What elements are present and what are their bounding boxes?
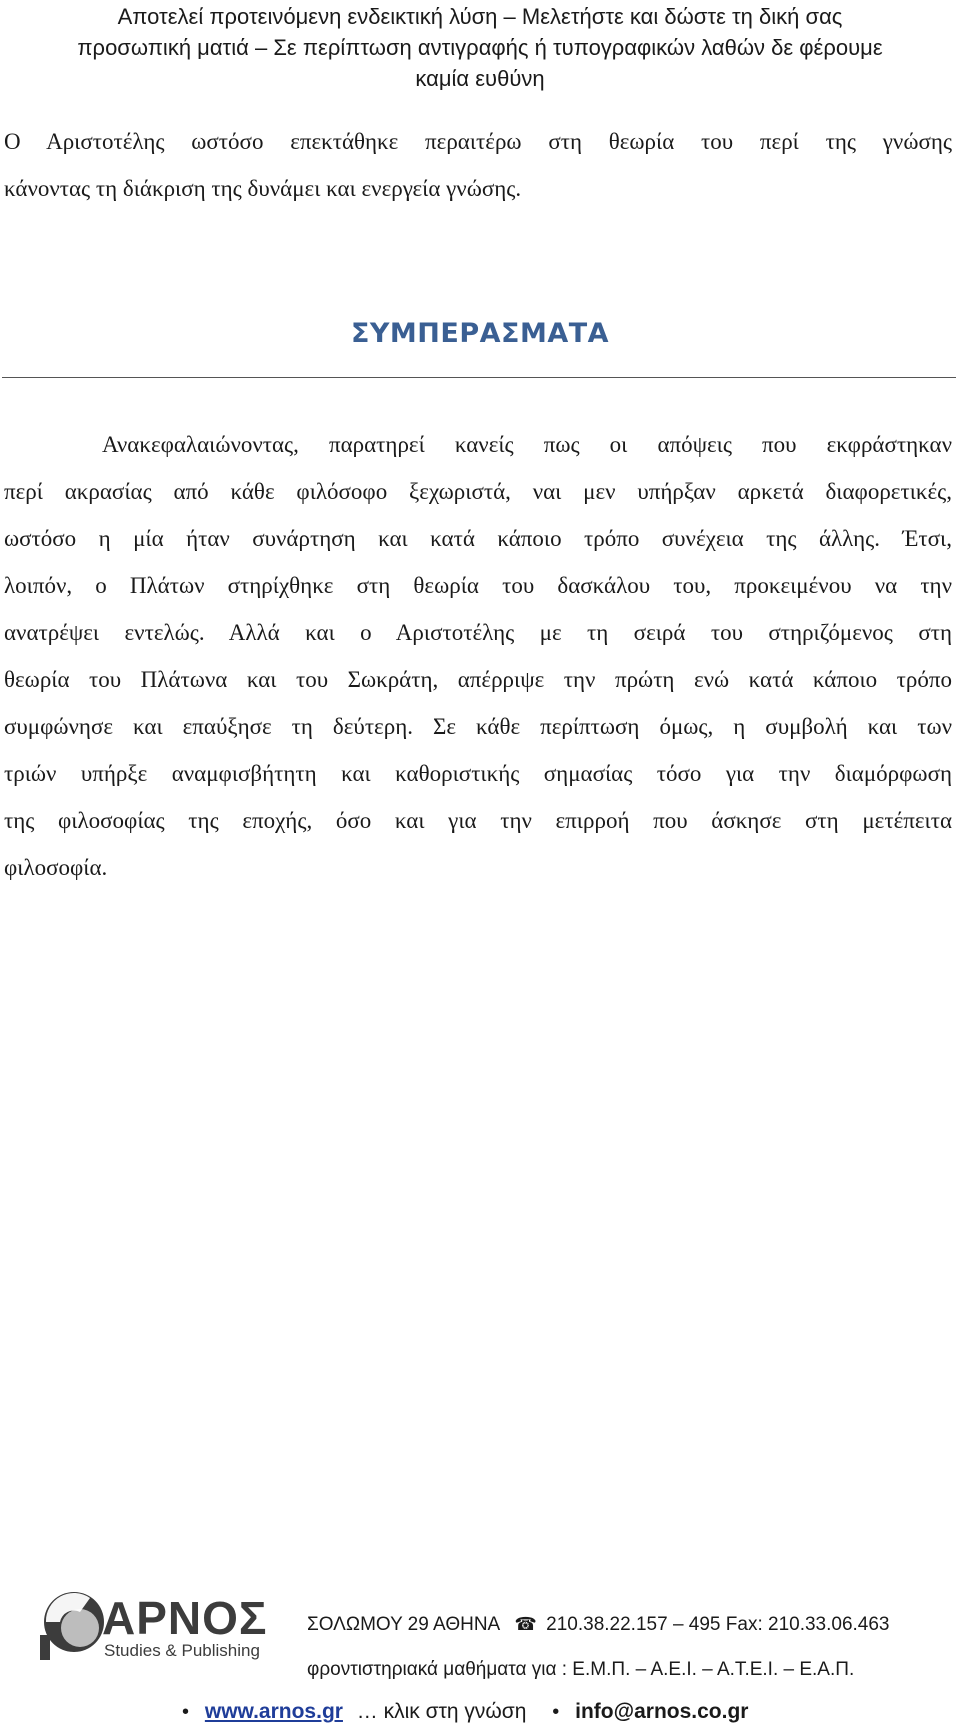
footer-address-line	[307, 1614, 890, 1636]
conclusion-line-9: της φιλοσοφίας της εποχής, όσο και για την επιρροή που άσκησε στη μετέπειτα	[4, 808, 952, 833]
intro-line-1: Ο Αριστοτέλης ωστόσο επεκτάθηκε περαιτέρω στη θεωρία του περί της γνώσης	[4, 129, 952, 154]
conclusion-line-1: Ανακεφαλαιώνοντας, παρατηρεί κανείς πως οι απόψεις που εκφράστηκαν	[102, 432, 952, 457]
disclaimer-line-2: προσωπική ματιά – Σε περίπτωση αντιγραφής ή τυπογραφικών λαθών δε φέρουμε	[77, 35, 883, 60]
title-divider	[2, 377, 956, 378]
logo-tagline: Studies & Publishing	[104, 1641, 260, 1660]
logo-emblem-icon	[40, 1592, 104, 1660]
telephone-icon: ☎	[514, 1614, 537, 1634]
logo-wordmark: ΑΡΝΟΣ	[102, 1592, 268, 1644]
disclaimer-line-1: Αποτελεί προτεινόμενη ενδεικτική λύση – Μελετήστε και δώστε τη δική σας	[117, 4, 843, 29]
conclusion-line-5: ανατρέψει εντελώς. Αλλά και ο Αριστοτέλης με τη σειρά του στηριζόμενος στη	[4, 620, 952, 645]
footer-links-line	[182, 1700, 748, 1724]
conclusion-paragraph	[4, 421, 952, 891]
arnos-logo	[40, 1590, 290, 1660]
bullet-icon: •	[182, 1701, 190, 1723]
conclusion-line-10: φιλοσοφία.	[4, 855, 108, 880]
footer-address: ΣΟΛΩΜΟΥ 29 ΑΘΗΝΑ	[307, 1614, 500, 1635]
conclusion-line-4: λοιπόν, ο Πλάτων στηρίχθηκε στη θεωρία του δασκάλου του, προκειμένου να την	[4, 573, 952, 598]
footer-phone: 210.38.22.157 – 495 Fax: 210.33.06.463	[546, 1614, 890, 1635]
disclaimer-header	[0, 0, 960, 94]
bullet-icon: •	[552, 1701, 560, 1723]
section-title: ΣΥΜΠΕΡΑΣΜΑΤΑ	[350, 318, 610, 349]
conclusion-line-7: συμφώνησε και επαύξησε τη δεύτερη. Σε κάθε περίπτωση όμως, η συμβολή και των	[4, 714, 952, 739]
conclusion-line-6: θεωρία του Πλάτωνα και του Σωκράτη, απέρριψε την πρώτη ενώ κατά κάποιο τρόπο	[4, 667, 952, 692]
conclusion-line-2: περί ακρασίας από κάθε φιλόσοφο ξεχωριστά, ναι μεν υπήρξαν αρκετά διαφορετικές,	[4, 479, 952, 504]
conclusion-line-8: τριών υπήρξε αναμφισβήτητη και καθοριστικής σημασίας τόσο για την διαμόρφωση	[4, 761, 952, 786]
website-link[interactable]: www.arnos.gr	[204, 1700, 343, 1723]
footer-courses: φροντιστηριακά μαθήματα για : Ε.Μ.Π. – Α.Ε.Ι. – Α.Τ.Ε.Ι. – Ε.Α.Π.	[307, 1659, 855, 1680]
intro-paragraph	[4, 118, 952, 212]
disclaimer-line-3: καμία ευθύνη	[415, 66, 545, 91]
email-address[interactable]: info@arnos.co.gr	[575, 1700, 749, 1723]
footer-slogan: … κλικ στη γνώση	[356, 1700, 527, 1723]
intro-line-2: κάνοντας τη διάκριση της δυνάμει και ενεργεία γνώσης.	[4, 176, 522, 201]
conclusion-line-3: ωστόσο η μία ήταν συνάρτηση και κατά κάποιο τρόπο συνέχεια της άλλης. Έτσι,	[4, 526, 952, 551]
